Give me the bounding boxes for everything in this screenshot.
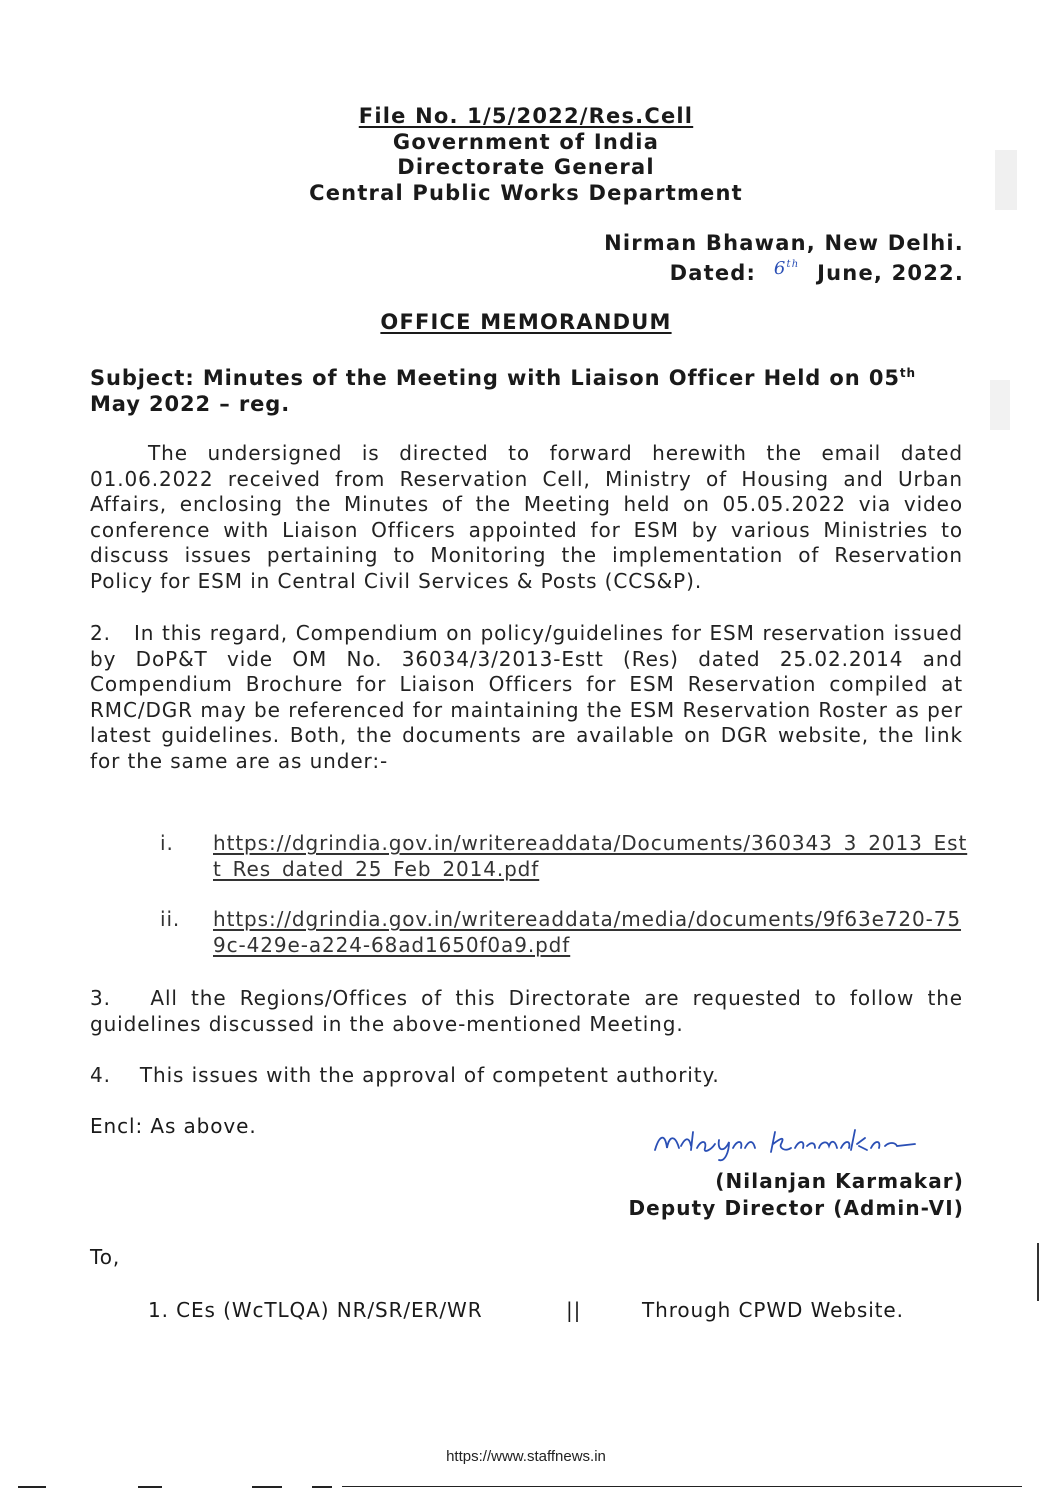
scan-artifact: [995, 150, 1017, 210]
scan-edge-mark: [252, 1486, 282, 1488]
recipient-line: [148, 1298, 968, 1328]
scan-edge-mark: [18, 1486, 46, 1488]
date-line: [604, 257, 964, 288]
document-link-1[interactable]: https://dgrindia.gov.in/writereaddata/Documents/360343_3_2013_Estt_Res_dated_25_Feb_2014.pdf: [213, 831, 968, 881]
paragraph-1: The undersigned is directed to forward herewith the email dated 01.06.2022 received from Reservation Cell, Ministry of Housing and Urban Affairs, enclosing the Minutes of the Meeting held on 05.05.2022 via video conference with Liaison Officers appointed for ESM by various Ministries to discuss issues pertaining to Monitoring the implementation of Reservation Policy for ESM in Central Civil Services & Posts (CCS&P).: [90, 441, 963, 593]
footer-url[interactable]: https://www.staffnews.in: [446, 1448, 606, 1465]
paragraph-3: 3. All the Regions/Offices of this Directorate are requested to follow the guidelines discussed in the above-mentioned Meeting.: [90, 986, 963, 1036]
memo-title: OFFICE MEMORANDUM: [380, 310, 672, 334]
signature: [645, 1118, 965, 1168]
recipient-name: 1. CEs (WcTLQA) NR/SR/ER/WR: [148, 1298, 483, 1322]
enclosure-note: Encl: As above.: [90, 1114, 257, 1138]
header-line-government: Government of India: [392, 129, 660, 154]
signatory-name: (Nilanjan Karmakar): [715, 1169, 964, 1193]
date-label: Dated:: [669, 261, 757, 285]
paragraph-2: 2. In this regard, Compendium on policy/guidelines for ESM reservation issued by DoP&T vide OM No. 36034/3/2013-Estt (Res) dated 25.02.2014 and Compendium Brochure for Liaison Officers for ESM Reservation compiled at RMC/DGR may be referenced for maintaining the ESM Reservation Roster as per latest guidelines. Both, the documents are available on DGR website, the link for the same are as under:-: [90, 621, 963, 773]
scan-edge-mark: [342, 1486, 1022, 1487]
header-line-department: Central Public Works Department: [309, 180, 743, 205]
document-link-2[interactable]: https://dgrindia.gov.in/writereaddata/media/documents/9f63e720-759c-429e-a224-68ad1650f0a9.pdf: [213, 907, 962, 957]
scan-edge-mark: [138, 1486, 162, 1488]
document-header: [0, 104, 1042, 206]
subject-line: Subject: Minutes of the Meeting with Liaison Officer Held on 05th May 2022 – reg.: [90, 366, 916, 416]
link-number: ii.: [160, 907, 181, 931]
recipient-separator: ||: [566, 1298, 582, 1322]
place-line: Nirman Bhawan, New Delhi.: [604, 231, 964, 255]
place-and-date: [604, 230, 964, 288]
handwritten-day: 6th: [773, 258, 800, 279]
link-number: i.: [160, 831, 174, 855]
paragraph-4: 4. This issues with the approval of competent authority.: [90, 1063, 720, 1087]
recipient-channel: Through CPWD Website.: [642, 1298, 904, 1322]
scan-edge-mark: [312, 1486, 332, 1488]
scan-edge-mark: [1037, 1243, 1039, 1301]
file-number: File No. 1/5/2022/Res.Cell: [358, 104, 694, 128]
to-label: To,: [90, 1245, 121, 1269]
scan-artifact: [990, 380, 1010, 430]
header-line-directorate: Directorate General: [397, 155, 655, 179]
date-month-year: June, 2022.: [817, 261, 964, 285]
signatory-designation: Deputy Director (Admin-VI): [628, 1196, 964, 1220]
signatory-block: [628, 1168, 964, 1222]
